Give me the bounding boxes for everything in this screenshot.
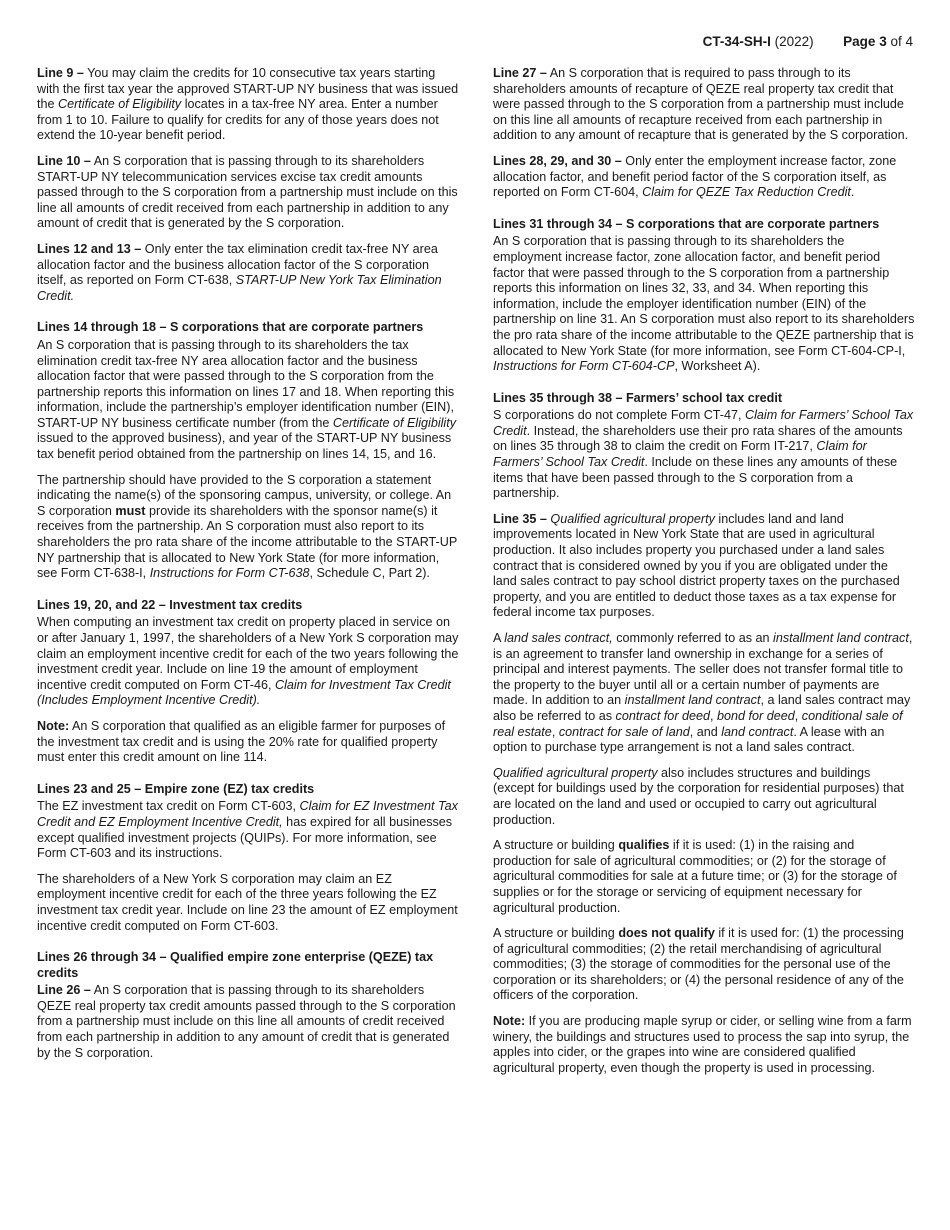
lines-31-34-heading: Lines 31 through 34 – S corporations that are corporate partners [493, 216, 880, 231]
ez-employment-paragraph: The shareholders of a New York S corporation may claim an EZ employment incentive credit for each of the three years following the EZ investment tax credit year. Include on line 23 the amount of EZ employment incentive credit computed on Form CT-603. [37, 871, 458, 933]
lines-14-18-paragraph: An S corporation that is passing through to its shareholders the tax elimination credit tax-free NY area allocation factor and the business allocation factor that were passed through to the S corporation from the partnership reports this information on lines 17 and 18. When reporting this information, include the partnership’s employer identification number (EIN), START-UP NY business certificate number (from the Certificate of Eligibility issued to the approved business), and year of the START-UP NY business tax benefit period obtained from the partnership on lines 14, 15, and 16. [37, 337, 457, 462]
form-id: CT-34-SH-I [702, 34, 771, 49]
line-9-paragraph: Line 9 – You may claim the credits for 10 consecutive tax years starting with the first tax year the approved START-UP NY business that was issued the Certificate of Eligibility locates in a tax-free NY area. Enter a number from 1 to 10. Failure to qualify for credits for any of those years does not extend the 10-year benefit period. [37, 66, 459, 143]
line-10-paragraph: Line 10 – An S corporation that is passing through to its shareholders START-UP NY telecommunication services excise tax credit amounts passed through to the S corporation from a partnership must include on this line all amounts of credit received from each partnership in addition to any amount of credit that is generated by the S corporation. [37, 153, 458, 231]
line-35-paragraph: Line 35 – Qualified agricultural property includes land and land improvements located in New York State that are used in agricultural production. It also includes property you purchased under a land sales contract that is considered owned by you if you are obligated under the land sales contract to pay school district property taxes on the purchased property, and you are entitled to deduct those taxes as a tax expense for federal income tax purposes. [493, 511, 900, 620]
form-year: (2022) [774, 34, 814, 49]
maple-syrup-note: Note: If you are producing maple syrup or cider, or selling wine from a farm winery, the buildings and structures used to process the sap into syrup, the apples into cider, or the grapes into wine are considered qualified agricultural property, even though the property is used in processing. [493, 1014, 912, 1075]
page-total: of 4 [890, 34, 913, 49]
lines-12-13-paragraph: Lines 12 and 13 – Only enter the tax elimination credit tax-free NY area allocation factor and the business allocation factor of the S corporation itself, as reported on Form CT-638, START-UP New York Tax Elimination Credit. [37, 241, 442, 303]
lines-19-22-paragraph: When computing an investment tax credit on property placed in service on or after January 1, 1997, the shareholders of a New York S corporation may claim an employment incentive credit for each of the two years following the investment credit year. Include on line 19 the amount of employment incentive credit computed on Form CT-46, Claim for Investment Tax Credit (Includes Employment Incentive Credit). [37, 615, 459, 708]
lines-14-18-heading: Lines 14 through 18 – S corporations that are corporate partners [37, 320, 424, 335]
lines-28-30-paragraph: Lines 28, 29, and 30 – Only enter the employment increase factor, zone allocation factor, and benefit period factor of the S corporation itself, as reported on Form CT-604, Claim for QEZE Tax Reduction Credit. [493, 153, 897, 200]
lines-23-25-heading: Lines 23 and 25 – Empire zone (EZ) tax credits [37, 781, 315, 796]
left-column [37, 66, 459, 1071]
structures-paragraph: Qualified agricultural property also includes structures and buildings (except for buildings used by the corporation for residential purposes) that are located on the land and used or occupied to carry out agricultural production. [493, 765, 904, 827]
lines-35-38-heading: Lines 35 through 38 – Farmers’ school tax credit [493, 390, 783, 405]
lines-31-34-paragraph: An S corporation that is passing through to its shareholders the employment increase factor, zone allocation factor, and benefit period factor that were passed through to the S corporation from a partnership reports this information on lines 32, 33, and 34. When reporting this information, include the employer identification number (EIN) of the partnership on line 31. An S corporation must also report to its shareholders the pro rata share of the income attributable to the QEZE partnership that is allocated to New York State (for more information, see Form CT-604-CP-I, Instructions for Form CT-604-CP, Worksheet A). [493, 234, 915, 374]
page-number: Page 3 [843, 34, 887, 49]
sponsor-paragraph: The partnership should have provided to the S corporation a statement indicating the name(s) of the sponsoring campus, university, or college. An S corporation must provide its shareholders with the sponsor name(s) it receives from the partnership. An S corporation must also report to its shareholders the pro rata share of the income attributable to the START-UP NY partnership that is allocated to New York State (for more information, see Form CT-638-I, Instructions for Form CT-638, Schedule C, Part 2). [37, 472, 458, 581]
farmer-note: Note: An S corporation that qualified as an eligible farmer for purposes of the investment tax credit and is using the 20% rate for qualified property must enter this credit amount on line 114. [37, 718, 446, 765]
line-27-paragraph: Line 27 – An S corporation that is required to pass through to its shareholders amounts of recapture of QEZE real property tax credit that were passed through to the S corporation from a partnership must include on this line all amounts of recapture received from each partnership in addition to any amount of recapture that is generated by the S corporation. [493, 66, 909, 143]
lines-35-38-paragraph: S corporations do not complete Form CT-47, Claim for Farmers’ School Tax Credit. Instead, the shareholders use their pro rata shares of the amounts on lines 35 through 38 to claim the credit on Form IT-217, Claim for Farmers’ School Tax Credit. Include on these lines any amounts of these items that have been passed through to the S corporation from a partnership. [493, 408, 914, 501]
right-column [493, 66, 915, 1086]
lines-26-34-heading: Lines 26 through 34 – Qualified empire zone enterprise (QEZE) tax credits [37, 950, 434, 980]
does-not-qualify-paragraph: A structure or building does not qualify if it is used for: (1) the processing of agricultural commodities; (2) the retail merchandising of agricultural commodities; (3) the storage of commodities for the personal use of the corporation or its shareholders; or (4) the personal residence of any of the officers of the corporation. [493, 926, 904, 1003]
lines-19-22-heading: Lines 19, 20, and 22 – Investment tax credits [37, 597, 303, 612]
line-26-paragraph: Line 26 – An S corporation that is passing through to its shareholders QEZE real property tax credit amounts passed through to the S corporation from a partnership must include on this line all amounts of credit received from each partnership in addition to any amount of credit that is generated by the S corporation. [37, 983, 456, 1060]
ez-investment-paragraph: The EZ investment tax credit on Form CT-603, Claim for EZ Investment Tax Credit and EZ Employment Incentive Credit, has expired for all businesses except qualified investment projects (QUIPs). For more information, see Form CT-603 and its instructions. [37, 799, 458, 861]
qualifies-paragraph: A structure or building qualifies if it is used: (1) in the raising and production for sale of agricultural commodities; or (2) for the storage of agricultural commodities for sale at a future time; or (3) for the storage of supplies or for the storage or servicing of equipment necessary for agricultural production. [493, 838, 897, 915]
page-header [703, 34, 913, 50]
land-sales-contract-paragraph: A land sales contract, commonly referred to as an installment land contract, is an agreement to transfer land ownership in exchange for a series of principal and interest payments. The seller does not transfer formal title to the property to the buyer until all or a certain number of payments are made. In addition to an installment land contract, a land sales contract may also be referred to as contract for deed, bond for deed, conditional sale of real estate, contract for sale of land, and land contract. A lease with an option to purchase type arrangement is not a land sales contract. [493, 631, 913, 755]
